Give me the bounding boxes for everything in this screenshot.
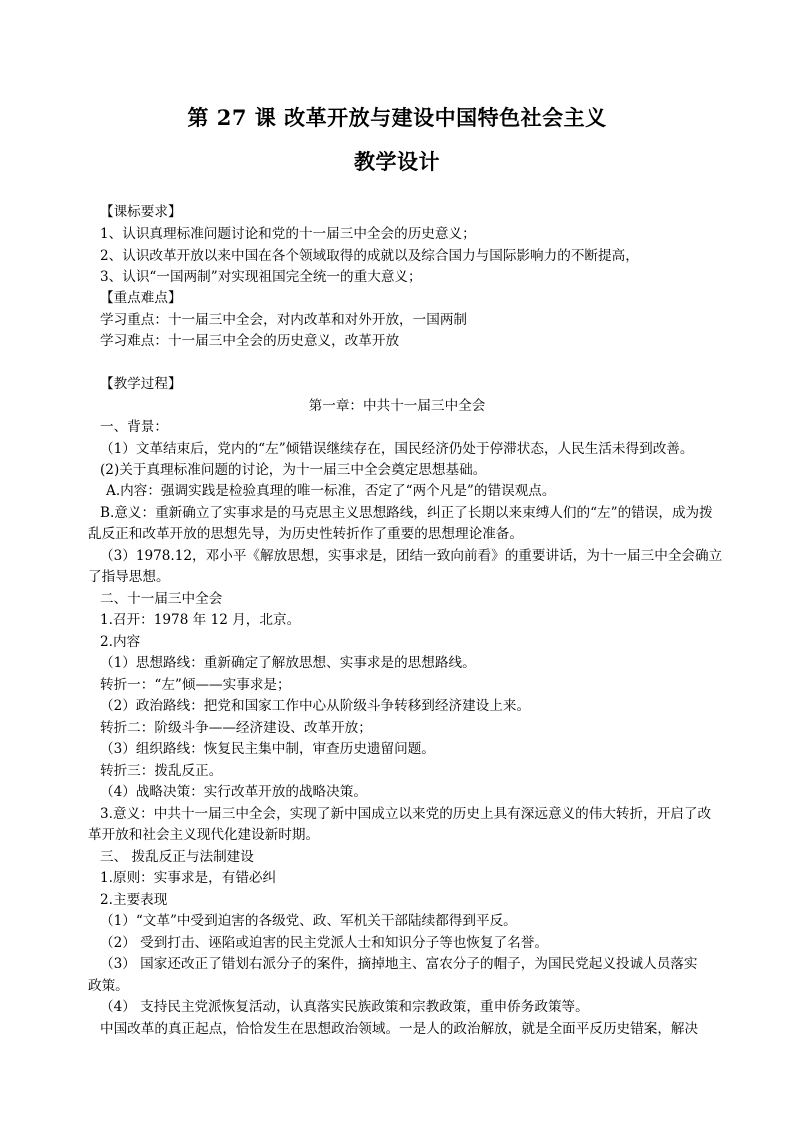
body-line: （1）思想路线：重新确定了解放思想、实事求是的思想路线。: [100, 655, 476, 671]
body-line: 二、十一届三中全会: [100, 591, 223, 607]
chapter-title: 第一章：中共十一届三中全会: [308, 398, 486, 414]
standard-item: 3、认识“一国两制”对实现祖国完全统一的重大意义；: [100, 269, 422, 285]
body-line: （3）组织路线：恢复民主集中制，审查历史遗留问题。: [100, 741, 435, 757]
body-line: 了指导思想。: [88, 569, 170, 585]
key-heading: 【重点难点】: [100, 290, 182, 306]
body-line: 2.主要表现: [100, 892, 168, 908]
key-point: 学习难点：十一届三中全会的历史意义，改革开放: [100, 333, 400, 349]
body-line: 政策。: [88, 978, 129, 994]
body-line: 革开放和社会主义现代化建设新时期。: [88, 827, 320, 843]
body-line: （1）文革结束后，党内的“左”倾错误继续存在，国民经济仍处于停滞状态，人民生活未得到改善。: [100, 441, 694, 457]
body-line: （2）政治路线：把党和国家工作中心从阶级斗争转移到经济建设上来。: [100, 698, 531, 714]
body-line: 1.召开：1978 年 12 月，北京。: [100, 612, 301, 628]
body-line: （1）“文革”中受到迫害的各级党、政、军机关干部陆续都得到平反。: [100, 913, 517, 929]
body-line: （3）1978.12，邓小平《解放思想，实事求是，团结一致向前看》的重要讲话，为十一届三中全会确立: [100, 548, 723, 564]
body-line: （3） 国家还改正了错划右派分子的案件，摘掉地主、富农分子的帽子，为国民党起义投诚人员落实: [100, 956, 698, 972]
body-line: 2.内容: [100, 634, 141, 650]
page-subtitle: 教学设计: [354, 149, 440, 174]
body-line: 1.原则：实事求是，有错必纠: [100, 870, 277, 886]
body-line: （4）战略决策：实行改革开放的战略决策。: [100, 784, 367, 800]
body-line: 转折二：阶级斗争——经济建设、改革开放；: [100, 720, 372, 736]
body-line: A.内容：强调实践是检验真理的唯一标准，否定了“两个凡是”的错误观点。: [106, 483, 556, 499]
body-line: 3.意义：中共十一届三中全会，实现了新中国成立以来党的历史上具有深远意义的伟大转折，开启了改: [100, 806, 712, 822]
page-title: 第 27 课 改革开放与建设中国特色社会主义: [187, 105, 607, 130]
body-line: 转折一：“左”倾——实事求是；: [100, 677, 291, 693]
key-point: 学习重点：十一届三中全会，对内改革和对外开放，一国两制: [100, 312, 468, 328]
body-line: 三、 拨乱反正与法制建设: [100, 849, 254, 865]
process-heading: 【教学过程】: [100, 376, 182, 392]
body-line: (2)关于真理标准问题的讨论，为十一届三中全会奠定思想基础。: [100, 462, 487, 478]
body-line: 中国改革的真正起点，恰恰发生在思想政治领域。一是人的政治解放，就是全面平反历史错案，解决: [100, 1021, 699, 1037]
standard-item: 1、认识真理标准问题讨论和党的十一届三中全会的历史意义；: [100, 226, 476, 242]
standard-item: 2、认识改革开放以来中国在各个领域取得的成就以及综合国力与国际影响力的不断提高，: [100, 248, 639, 264]
body-line: 乱反正和改革开放的思想先导，为历史性转折作了重要的思想理论准备。: [88, 526, 523, 542]
body-line: 转折三：拨乱反正。: [100, 763, 223, 779]
body-line: 一、背景：: [100, 419, 168, 435]
body-line: （4） 支持民主党派恢复活动，认真落实民族政策和宗教政策，重申侨务政策等。: [100, 999, 589, 1015]
body-line: B.意义：重新确立了实事求是的马克思主义思想路线，纠正了长期以来束缚人们的“左”的错误，成为拨: [100, 505, 713, 521]
body-line: （2） 受到打击、诬陷或迫害的民主党派人士和知识分子等也恢复了名誉。: [100, 935, 548, 951]
standards-heading: 【课标要求】: [100, 204, 182, 220]
